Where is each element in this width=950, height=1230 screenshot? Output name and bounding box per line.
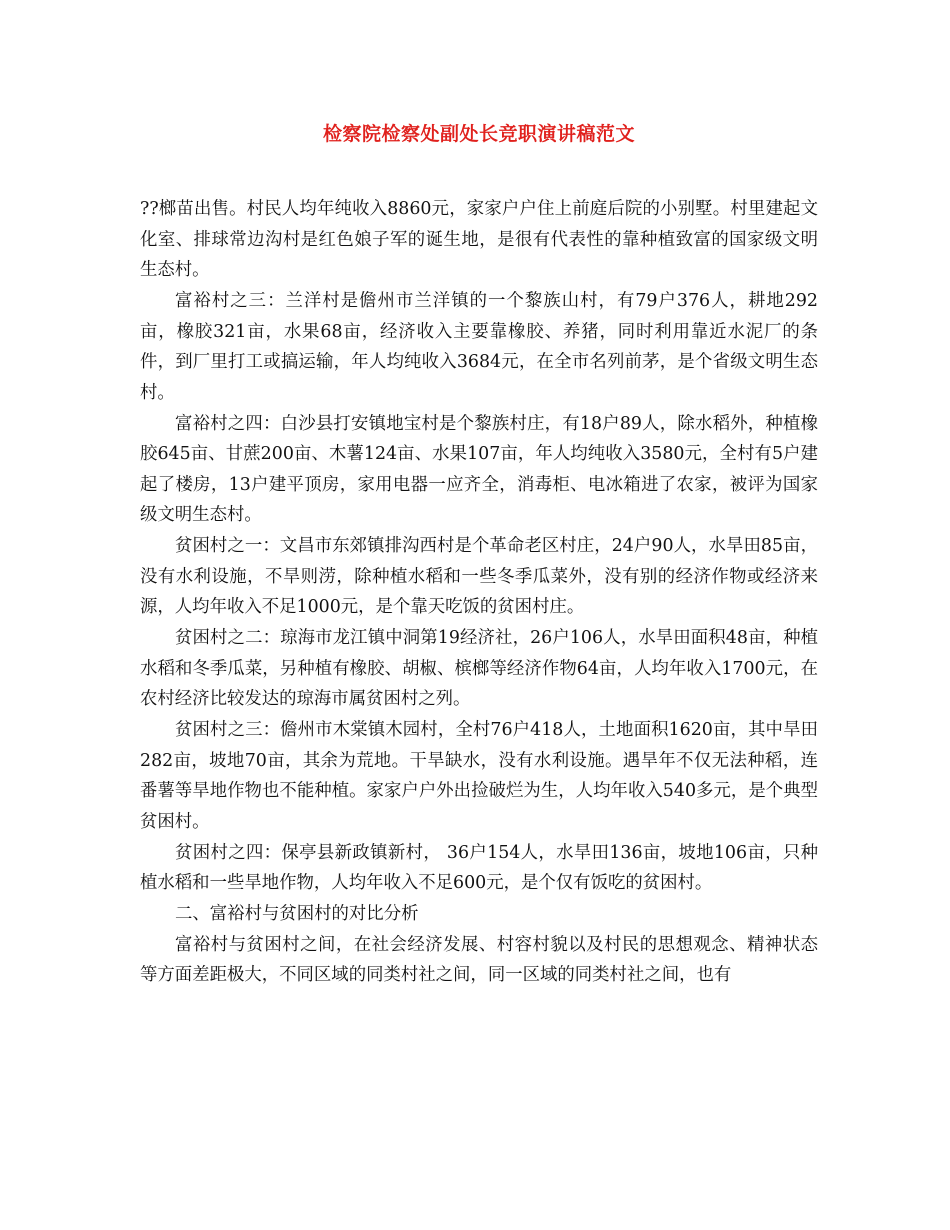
- paragraph: 贫困村之一：文昌市东郊镇排沟西村是个革命老区村庄，24户90人，水旱田85亩，没有水利设施，不旱则涝，除种植水稻和一些冬季瓜菜外，没有别的经济作物或经济来源，人均年收入不足1000元，是个靠天吃饭的贫困村庄。: [140, 536, 818, 618]
- section-heading: 二、富裕村与贫困村的对比分析: [175, 903, 419, 924]
- paragraph: 贫困村之四：保亭县新政镇新村， 36户154人，水旱田136亩，坡地106亩，只种植水稻和一些旱地作物，人均年收入不足600元，是个仅有饭吃的贫困村。: [140, 842, 818, 894]
- paragraph: 富裕村之三：兰洋村是儋州市兰洋镇的一个黎族山村，有79户376人，耕地292亩，橡胶321亩，水果68亩，经济收入主要靠橡胶、养猪，同时利用靠近水泥厂的条件，到厂里打工或搞运输，年人均纯收入3684元，在全市名列前茅，是个省级文明生态村。: [140, 290, 818, 403]
- paragraph: 贫困村之二：琼海市龙江镇中洞第19经济社，26户106人，水旱田面积48亩，种植水稻和冬季瓜菜，另种植有橡胶、胡椒、槟榔等经济作物64亩，人均年收入1700元，在农村经济比较发达的琼海市属贫困村之列。: [140, 628, 818, 710]
- paragraph: 富裕村与贫困村之间，在社会经济发展、村容村貌以及村民的思想观念、精神状态等方面差距极大，不同区域的同类村社之间，同一区域的同类村社之间，也有: [140, 934, 818, 986]
- paragraph: 贫困村之三：儋州市木棠镇木园村，全村76户418人，土地面积1620亩，其中旱田282亩，坡地70亩，其余为荒地。干旱缺水，没有水利设施。遇旱年不仅无法种稻，连番薯等旱地作物也不能种植。家家户户外出捡破烂为生，人均年收入540多元，是个典型贫困村。: [140, 720, 818, 832]
- document-body: [140, 194, 818, 991]
- document-title: 检察院检察处副处长竞职演讲稿范文: [322, 123, 635, 145]
- paragraph: ??榔苗出售。村民人均年纯收入8860元，家家户户住上前庭后院的小别墅。村里建起文化室、排球常边沟村是红色娘子军的诞生地，是很有代表性的靠种植致富的国家级文明生态村。: [140, 199, 818, 281]
- paragraph: 富裕村之四：白沙县打安镇地宝村是个黎族村庄，有18户89人，除水稻外，种植橡胶645亩、甘蔗200亩、木薯124亩、水果107亩，年人均纯收入3580元，全村有5户建起了楼房，13户建平顶房，家用电器一应齐全，消毒柜、电冰箱进了农家，被评为国家级文明生态村。: [140, 413, 818, 526]
